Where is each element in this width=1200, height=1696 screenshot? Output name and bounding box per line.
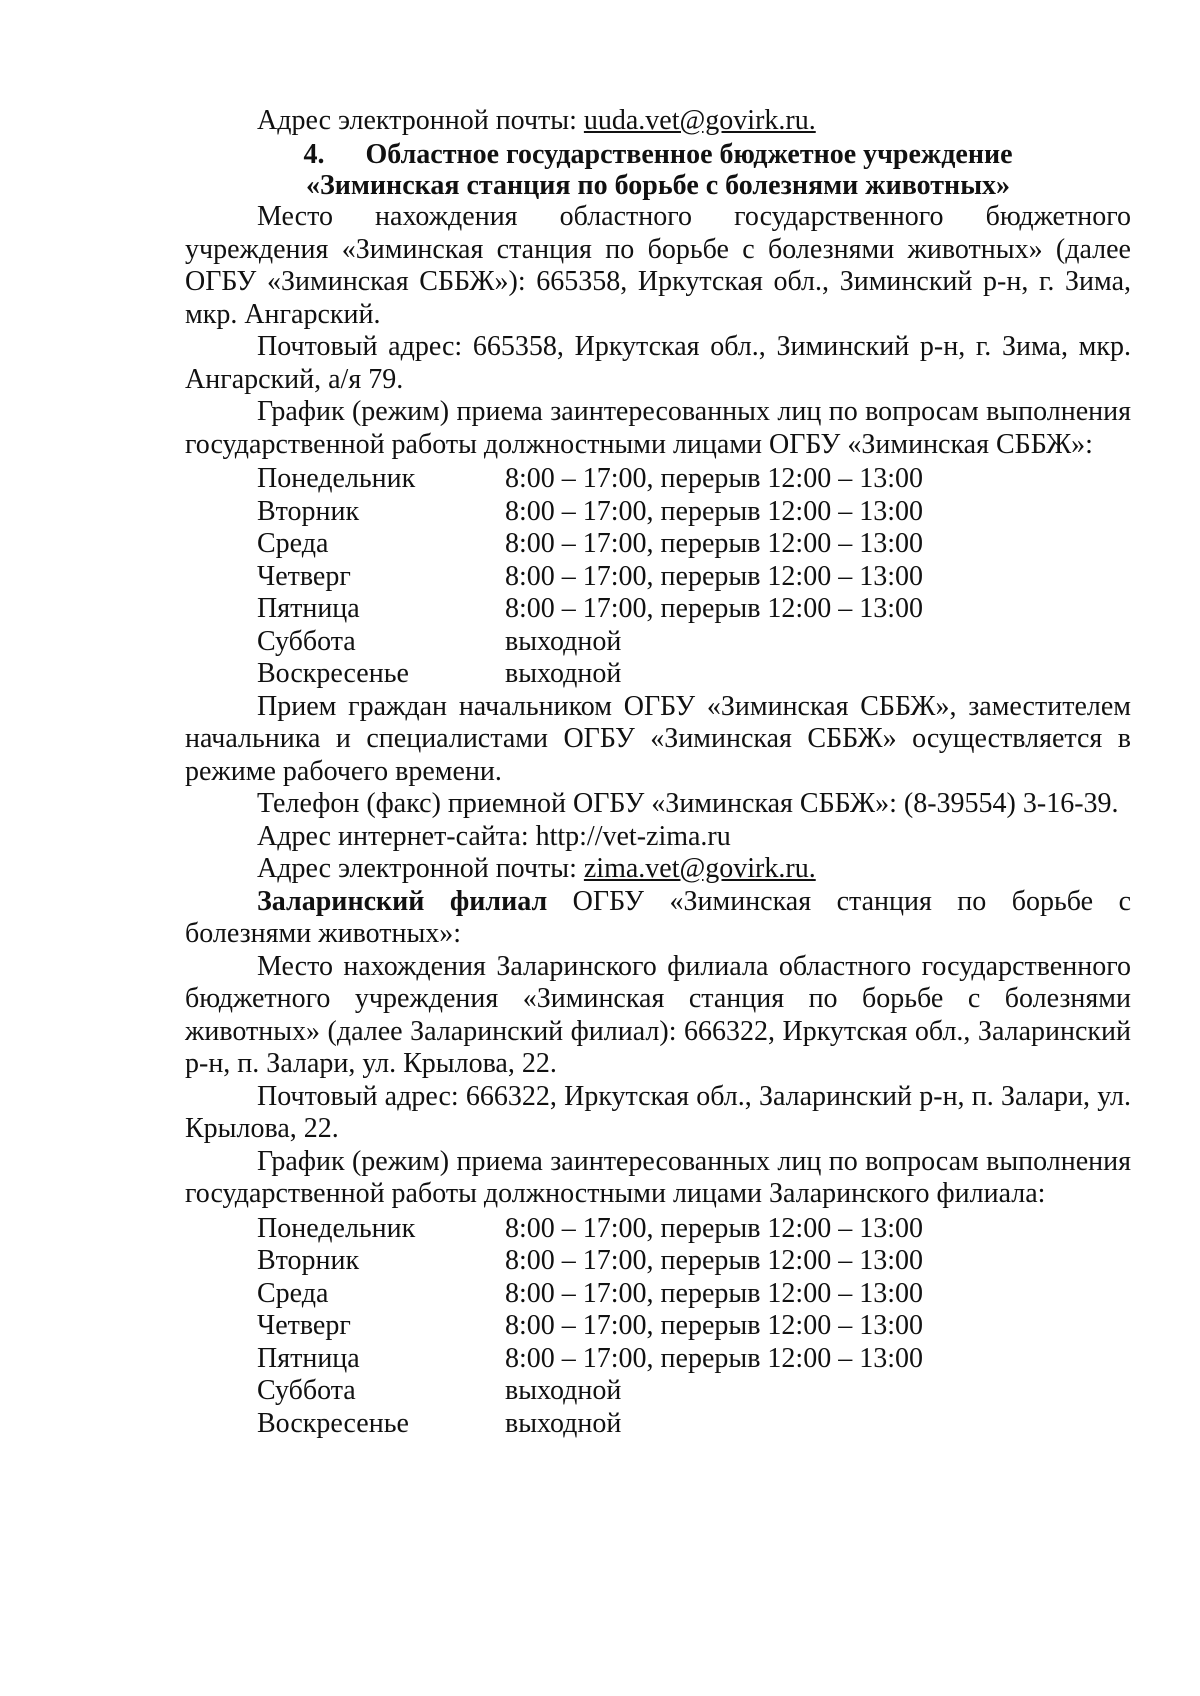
schedule-hours: 8:00 – 17:00, перерыв 12:00 – 13:00 xyxy=(505,463,923,494)
schedule-row xyxy=(257,561,1131,594)
schedule-day: Четверг xyxy=(257,560,351,592)
zima-reception-paragraph: Прием граждан начальником ОГБУ «Зиминская СББЖ», заместителем начальника и специалистами ОГБУ «Зиминская СББЖ» осуществляется в режиме рабочего времени. xyxy=(185,690,1131,787)
schedule-hours: 8:00 – 17:00, перерыв 12:00 – 13:00 xyxy=(505,593,923,624)
email-label: Адрес электронной почты: xyxy=(257,105,584,136)
schedule-day: Суббота xyxy=(257,1375,356,1406)
schedule-hours: выходной xyxy=(505,625,622,657)
zima-schedule-table xyxy=(257,463,1131,691)
zima-phone-paragraph: Телефон (факс) приемной ОГБУ «Зиминская СББЖ»: (8-39554) 3-16-39. xyxy=(257,788,1119,819)
email-line-uuda xyxy=(185,106,1131,136)
schedule-row xyxy=(257,528,1131,561)
email-link[interactable]: uuda.vet@govirk.ru. xyxy=(583,105,816,136)
schedule-hours: 8:00 – 17:00, перерыв 12:00 – 13:00 xyxy=(505,1212,923,1244)
schedule-hours: выходной xyxy=(505,1407,622,1439)
schedule-row xyxy=(257,593,1131,626)
schedule-hours: выходной xyxy=(505,1375,622,1406)
schedule-hours: 8:00 – 17:00, перерыв 12:00 – 13:00 xyxy=(505,1277,923,1309)
zalari-title-bold: Заларинский филиал xyxy=(257,885,548,917)
schedule-day: Воскресенье xyxy=(257,658,409,689)
zalari-postal-paragraph: Почтовый адрес: 666322, Иркутская обл., Заларинский р-н, п. Залари, ул. Крылова, 22. xyxy=(185,1080,1131,1144)
schedule-day: Вторник xyxy=(257,495,360,527)
schedule-hours: 8:00 – 17:00, перерыв 12:00 – 13:00 xyxy=(505,1310,923,1341)
schedule-day: Пятница xyxy=(257,1342,360,1374)
zima-postal-paragraph: Почтовый адрес: 665358, Иркутская обл., Зиминский р-н, г. Зима, мкр. Ангарский, а/я 79. xyxy=(185,331,1131,395)
schedule-day: Вторник xyxy=(257,1245,360,1276)
schedule-row xyxy=(257,1213,1131,1246)
schedule-hours: 8:00 – 17:00, перерыв 12:00 – 13:00 xyxy=(505,1342,923,1374)
schedule-row xyxy=(257,626,1131,659)
schedule-hours: 8:00 – 17:00, перерыв 12:00 – 13:00 xyxy=(505,495,923,527)
section-title-line2: «Зиминская станция по борьбе с болезнями животных» xyxy=(305,170,1011,201)
schedule-hours: выходной xyxy=(505,658,622,689)
section-heading xyxy=(185,139,1131,170)
zalari-title-rest: ОГБУ «Зиминская станция по борьбе с болезнями животных»: xyxy=(185,885,1132,949)
zalari-location-paragraph: Место нахождения Заларинского филиала областного государственного бюджетного учреждения «Зиминская станция по борьбе с болезнями животных» (далее Заларинский филиал): 666322, Иркутская обл., Заларинский р-н, п. Залари, ул. Крылова, 22. xyxy=(185,950,1131,1079)
schedule-day: Воскресенье xyxy=(257,1407,409,1439)
schedule-day: Среда xyxy=(257,1277,329,1309)
schedule-row xyxy=(257,1375,1131,1408)
schedule-hours: 8:00 – 17:00, перерыв 12:00 – 13:00 xyxy=(505,1245,923,1276)
zima-email-line xyxy=(185,853,1131,886)
zalari-title-paragraph xyxy=(185,886,1131,951)
section-title-line1: Областное государственное бюджетное учреждение xyxy=(365,139,1013,170)
email-label: Адрес электронной почты: xyxy=(257,853,584,884)
schedule-row xyxy=(257,1245,1131,1278)
schedule-day: Суббота xyxy=(257,625,356,657)
email-link[interactable]: zima.vet@govirk.ru. xyxy=(583,853,816,884)
zima-location-paragraph: Место нахождения областного государственного бюджетного учреждения «Зиминская станция по борьбе с болезнями животных» (далее ОГБУ «Зиминская СББЖ»): 665358, Иркутская обл., Зиминский р-н, г. Зима, мкр. Ангарский. xyxy=(185,201,1131,330)
schedule-day: Четверг xyxy=(257,1310,351,1341)
schedule-day: Среда xyxy=(257,528,329,559)
zalari-schedule-intro: График (режим) приема заинтересованных лиц по вопросам выполнения государственной работы должностными лицами Заларинского филиала: xyxy=(185,1145,1131,1209)
schedule-row xyxy=(257,496,1131,529)
section-number: 4. xyxy=(303,139,325,170)
schedule-row xyxy=(257,1408,1131,1441)
schedule-day: Понедельник xyxy=(257,463,416,494)
schedule-day: Понедельник xyxy=(257,1212,416,1244)
page-content xyxy=(185,106,1131,1440)
schedule-row xyxy=(257,1310,1131,1343)
schedule-hours: 8:00 – 17:00, перерыв 12:00 – 13:00 xyxy=(505,560,923,592)
schedule-row xyxy=(257,658,1131,691)
zima-website-line: Адрес интернет-сайта: http://vet-zima.ru xyxy=(257,820,731,852)
schedule-row xyxy=(257,463,1131,496)
schedule-day: Пятница xyxy=(257,593,360,624)
schedule-row xyxy=(257,1343,1131,1376)
schedule-row xyxy=(257,1278,1131,1311)
zima-schedule-intro: График (режим) приема заинтересованных лиц по вопросам выполнения государственной работы должностными лицами ОГБУ «Зиминская СББЖ»: xyxy=(185,396,1131,460)
zalari-schedule-table xyxy=(257,1213,1131,1441)
schedule-hours: 8:00 – 17:00, перерыв 12:00 – 13:00 xyxy=(505,528,923,559)
